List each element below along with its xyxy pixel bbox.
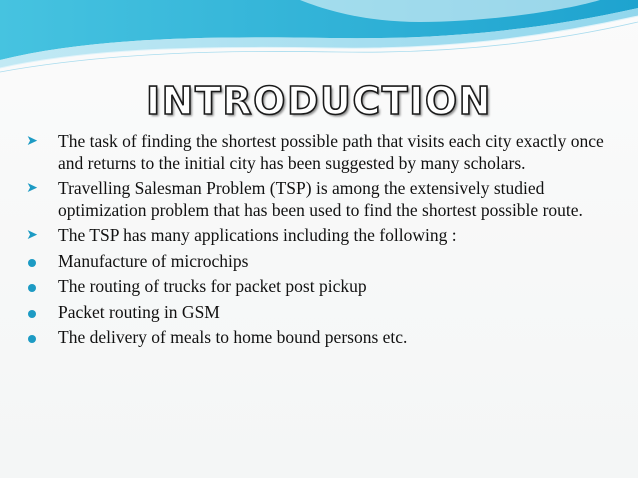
bullet-text: The task of finding the shortest possible path that visits each city exactly once and returns to the initial city has been suggested by many scholars.	[58, 131, 604, 173]
dot-icon	[22, 276, 42, 298]
header-wave-decoration	[0, 0, 638, 80]
list-item	[22, 131, 622, 174]
list-item	[22, 302, 622, 324]
arrow-icon: ➤	[26, 181, 38, 196]
bullet-text: Travelling Salesman Problem (TSP) is among the extensively studied optimization problem that has been used to find the shortest possible route.	[58, 178, 583, 220]
slide-title: INTRODUCTION	[146, 79, 492, 123]
list-item	[22, 225, 622, 247]
bullet-list	[22, 131, 622, 353]
dot-icon	[22, 302, 42, 324]
bullet-text: Packet routing in GSM	[58, 301, 220, 322]
bullet-text: Manufacture of microchips	[58, 250, 249, 271]
list-item	[22, 251, 622, 273]
bullet-text: The routing of trucks for packet post pickup	[58, 276, 367, 296]
arrow-icon: ➤	[26, 228, 38, 243]
dot-icon	[22, 251, 42, 273]
dot-icon	[22, 327, 42, 349]
list-item	[22, 327, 622, 349]
arrow-icon: ➤	[26, 134, 38, 149]
bullet-text: The TSP has many applications including the following :	[58, 225, 457, 245]
list-item	[22, 178, 622, 221]
list-item	[22, 276, 622, 298]
bullet-text: The delivery of meals to home bound persons etc.	[58, 327, 408, 347]
